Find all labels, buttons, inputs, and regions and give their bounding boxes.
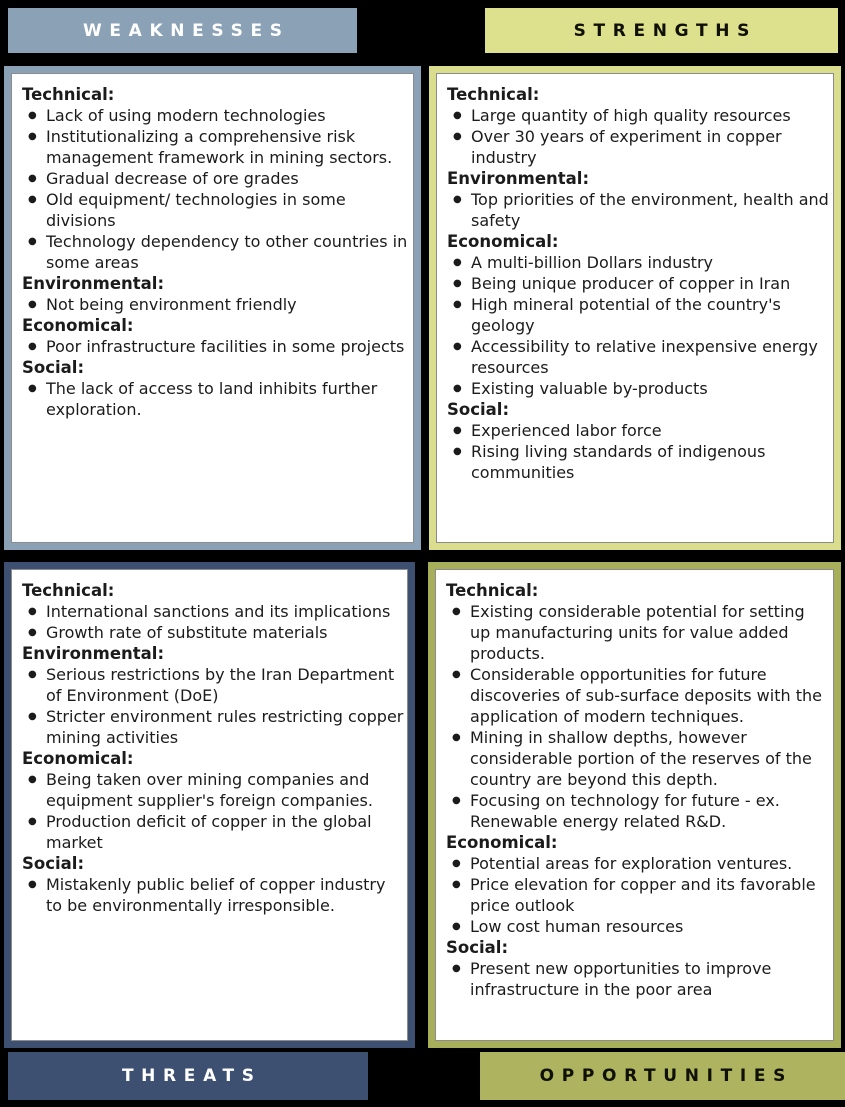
threats-panel [4,562,415,1048]
opportunities-bullet-item [446,958,830,1000]
weaknesses-bullet-item [22,294,410,315]
bullet-icon: ● [453,383,462,394]
bullet-icon: ● [28,816,37,827]
strengths-bullet-item [447,441,830,483]
bullet-icon: ● [28,173,37,184]
opportunities-bullet-item [446,727,830,790]
opportunities-bullet-item [446,601,830,664]
bullet-text: Existing valuable by-products [471,379,708,398]
bullet-text: Experienced labor force [471,421,662,440]
threats-bullet-item [22,811,404,853]
bullet-text: Poor infrastructure facilities in some projects [46,337,405,356]
threats-bullet-item [22,874,404,916]
bullet-text: Lack of using modern technologies [46,106,326,125]
bullet-icon: ● [28,194,37,205]
bullet-icon: ● [28,110,37,121]
strengths-bullet-item [447,189,830,231]
bullet-icon: ● [452,795,461,806]
bullet-text: The lack of access to land inhibits further exploration. [46,379,378,419]
bullet-text: Institutionalizing a comprehensive risk management framework in mining sectors. [46,127,393,167]
bullet-text: Serious restrictions by the Iran Department of Environment (DoE) [46,665,395,705]
bullet-text: Low cost human resources [470,917,684,936]
bullet-text: Rising living standards of indigenous communities [471,442,766,482]
bullet-text: A multi-billion Dollars industry [471,253,713,272]
bullet-text: Technology dependency to other countries in some areas [46,232,408,272]
bullet-icon: ● [28,606,37,617]
bullet-text: International sanctions and its implications [46,602,391,621]
weaknesses-header [8,8,357,53]
threats-bullet-item [22,706,404,748]
bullet-text: Gradual decrease of ore grades [46,169,299,188]
bullet-text: Old equipment/ technologies in some divisions [46,190,346,230]
bullet-icon: ● [453,278,462,289]
threats-header [8,1052,368,1100]
bullet-text: Price elevation for copper and its favorable price outlook [470,875,816,915]
bullet-text: Top priorities of the environment, health and safety [471,190,829,230]
weaknesses-section-heading: Economical: [22,316,134,335]
threats-bullet-item [22,664,404,706]
opportunities-panel [428,562,841,1048]
weaknesses-bullet-item [22,189,410,231]
threats-section-heading: Environmental: [22,644,165,663]
weaknesses-section-heading: Environmental: [22,274,165,293]
bullet-text: Mistakenly public belief of copper industry to be environmentally irresponsible. [46,875,386,915]
strengths-bullet-item [447,378,830,399]
bullet-text: Focusing on technology for future - ex. Renewable energy related R&D. [470,791,780,831]
bullet-icon: ● [452,879,461,890]
opportunities-bullet-item [446,874,830,916]
bullet-icon: ● [28,879,37,890]
weaknesses-bullet-item [22,378,410,420]
bullet-text: Production deficit of copper in the global market [46,812,372,852]
bullet-icon: ● [453,131,462,142]
opportunities-section-heading: Social: [446,938,509,957]
bullet-text: Being unique producer of copper in Iran [471,274,791,293]
bullet-text: Mining in shallow depths, however considerable portion of the reserves of the country are beyond this depth. [470,728,812,789]
bullet-icon: ● [452,732,461,743]
bullet-icon: ● [452,606,461,617]
strengths-bullet-item [447,336,830,378]
threats-section-heading: Economical: [22,749,134,768]
bullet-icon: ● [28,627,37,638]
bullet-text: Not being environment friendly [46,295,297,314]
strengths-section-heading: Technical: [447,85,540,104]
bullet-icon: ● [28,131,37,142]
strengths-bullet-item [447,126,830,168]
bullet-icon: ● [452,858,461,869]
bullet-icon: ● [453,257,462,268]
bullet-icon: ● [453,446,462,457]
bullet-icon: ● [28,383,37,394]
threats-section-heading: Technical: [22,581,115,600]
bullet-text: Present new opportunities to improve infrastructure in the poor area [470,959,772,999]
strengths-bullet-item [447,105,830,126]
bullet-text: Large quantity of high quality resources [471,106,791,125]
bullet-text: Existing considerable potential for setting up manufacturing units for value added products. [470,602,805,663]
weaknesses-header-label: WEAKNESSES [83,20,290,41]
bullet-icon: ● [28,774,37,785]
bullet-icon: ● [452,669,461,680]
strengths-panel [429,66,841,550]
bullet-text: High mineral potential of the country's geology [471,295,781,335]
bullet-icon: ● [28,711,37,722]
bullet-text: Considerable opportunities for future discoveries of sub-surface deposits with the application of modern techniques. [470,665,822,726]
threats-header-label: THREATS [121,1066,262,1086]
bullet-icon: ● [28,299,37,310]
bullet-text: Growth rate of substitute materials [46,623,328,642]
opportunities-section-heading: Technical: [446,581,539,600]
threats-bullet-item [22,769,404,811]
bullet-icon: ● [453,110,462,121]
bullet-icon: ● [453,194,462,205]
strengths-section-heading: Environmental: [447,169,590,188]
weaknesses-bullet-item [22,336,410,357]
weaknesses-bullet-item [22,126,410,168]
bullet-icon: ● [453,299,462,310]
bullet-icon: ● [453,341,462,352]
bullet-text: Over 30 years of experiment in copper industry [471,127,782,167]
strengths-bullet-item [447,294,830,336]
bullet-icon: ● [28,236,37,247]
opportunities-bullet-item [446,790,830,832]
strengths-header [485,8,838,53]
threats-bullet-item [22,601,404,622]
opportunities-bullet-item [446,664,830,727]
bullet-icon: ● [453,425,462,436]
bullet-icon: ● [28,669,37,680]
strengths-bullet-item [447,273,830,294]
strengths-bullet-item [447,252,830,273]
opportunities-header [480,1052,845,1100]
opportunities-bullet-item [446,916,830,937]
weaknesses-bullet-item [22,168,410,189]
threats-section-heading: Social: [22,854,85,873]
bullet-icon: ● [452,921,461,932]
bullet-text: Accessibility to relative inexpensive energy resources [471,337,818,377]
strengths-header-label: STRENGTHS [573,20,757,41]
weaknesses-bullet-item [22,231,410,273]
threats-bullet-item [22,622,404,643]
bullet-text: Potential areas for exploration ventures. [470,854,793,873]
strengths-section-heading: Social: [447,400,510,419]
strengths-section-heading: Economical: [447,232,559,251]
weaknesses-panel [4,66,421,550]
opportunities-bullet-item [446,853,830,874]
opportunities-section-heading: Economical: [446,833,558,852]
weaknesses-section-heading: Social: [22,358,85,377]
opportunities-header-label: OPPORTUNITIES [539,1066,793,1086]
weaknesses-section-heading: Technical: [22,85,115,104]
bullet-icon: ● [452,963,461,974]
strengths-bullet-item [447,420,830,441]
bullet-icon: ● [28,341,37,352]
bullet-text: Stricter environment rules restricting copper mining activities [46,707,404,747]
weaknesses-bullet-item [22,105,410,126]
bullet-text: Being taken over mining companies and equipment supplier's foreign companies. [46,770,373,810]
